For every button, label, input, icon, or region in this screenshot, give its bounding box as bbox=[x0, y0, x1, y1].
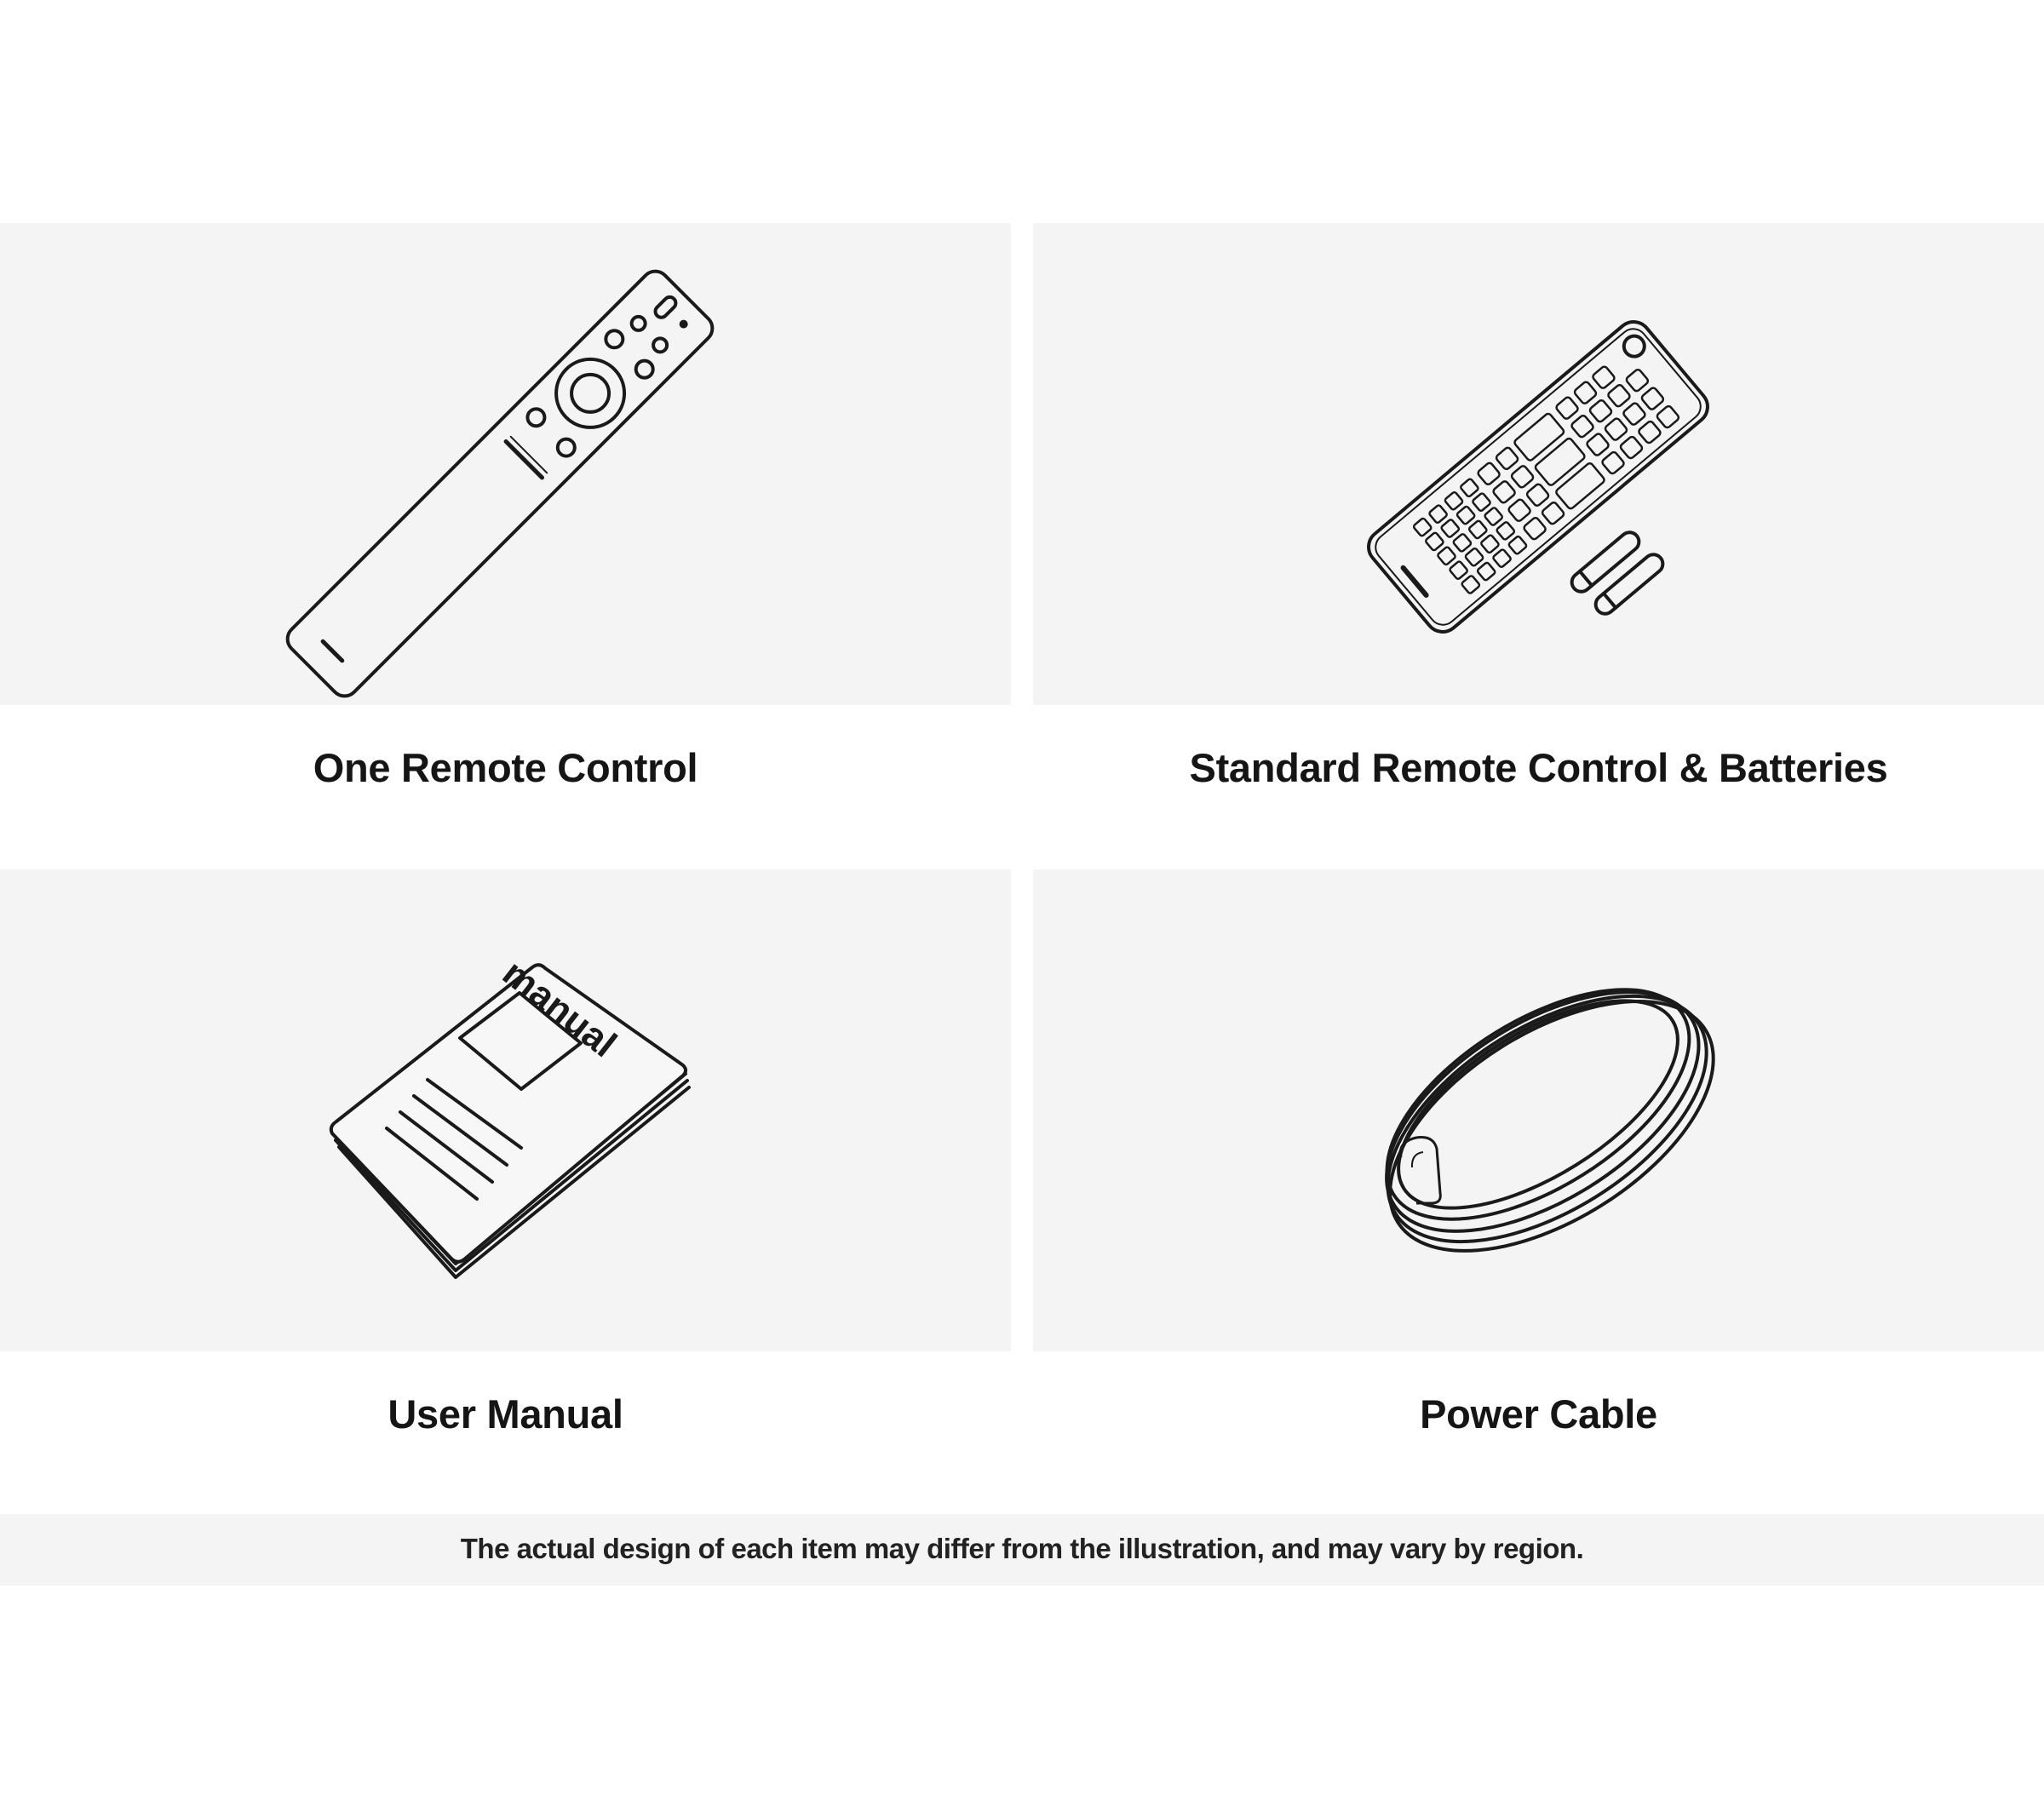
item-panel-one-remote bbox=[0, 223, 1011, 705]
item-panel-standard-remote bbox=[1033, 223, 2044, 705]
item-label-user-manual: User Manual bbox=[388, 1391, 623, 1437]
standard-remote-batteries-icon bbox=[1033, 223, 2044, 705]
item-panel-user-manual bbox=[0, 869, 1011, 1351]
smart-remote-icon bbox=[0, 223, 1011, 705]
coiled-cable-icon bbox=[1033, 869, 2044, 1351]
item-label-one-remote: One Remote Control bbox=[313, 745, 698, 790]
footer-note: The actual design of each item may differ from the illustration, and may vary by region. bbox=[460, 1533, 1584, 1564]
manual-cover-text: manual bbox=[495, 951, 624, 1066]
item-label-standard-remote: Standard Remote Control & Batteries bbox=[1189, 745, 1888, 790]
footer-note-band bbox=[0, 1514, 2044, 1586]
item-panel-power-cable bbox=[1033, 869, 2044, 1351]
manual-booklet-icon bbox=[0, 869, 1011, 1351]
item-label-power-cable: Power Cable bbox=[1420, 1391, 1657, 1437]
